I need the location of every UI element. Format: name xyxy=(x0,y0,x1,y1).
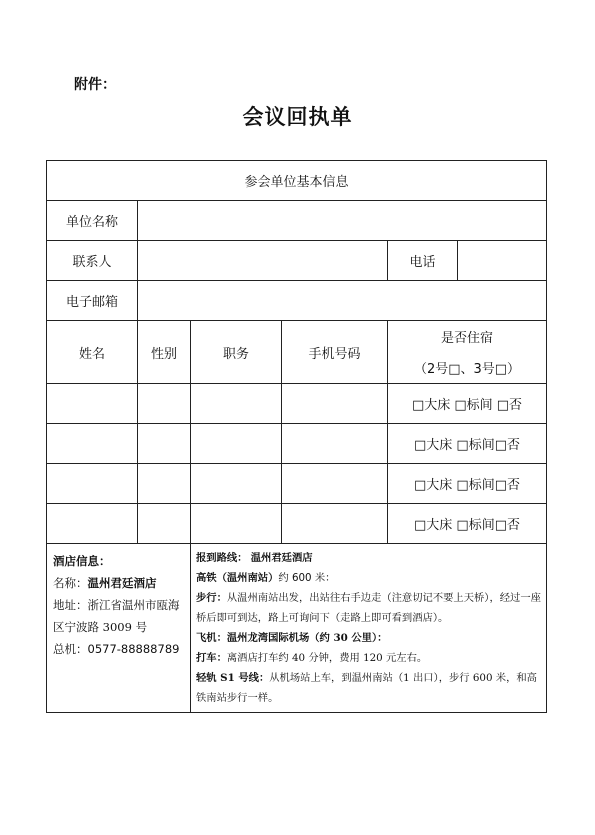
lodging-date-options[interactable]: （2号□、3号□） xyxy=(413,362,521,377)
attendee-position-cell[interactable] xyxy=(191,464,282,504)
page-title: 会议回执单 xyxy=(242,105,353,129)
attendee-name-cell[interactable] xyxy=(47,504,138,544)
metro-text: 从机场站上车，到温州南站（1 出口），步行 600 米，和高铁南站步行一样。 xyxy=(196,672,537,704)
email-row xyxy=(47,281,547,321)
hotel-phone-line xyxy=(53,638,186,660)
attendee-mobile-cell[interactable] xyxy=(282,384,388,424)
plane-label: 飞机： xyxy=(196,632,227,644)
hotel-info-cell xyxy=(47,544,191,713)
hotel-phone-label: 总机： xyxy=(53,642,88,656)
receipt-form-table xyxy=(46,160,547,713)
attendee-gender-cell[interactable] xyxy=(138,424,191,464)
metro-label: 轻轨 S1 号线： xyxy=(196,672,270,684)
column-header-mobile: 手机号码 xyxy=(282,321,388,384)
contact-label: 联系人 xyxy=(47,241,138,281)
hotel-address-label: 地址： xyxy=(53,598,88,612)
hotel-phone: 0577-88888789 xyxy=(87,642,180,656)
section-title-row xyxy=(47,161,547,201)
route-destination: 温州君廷酒店 xyxy=(250,552,313,564)
hotel-name-label: 名称： xyxy=(53,576,88,590)
walk-text: 从温州南站出发，出站往右手边走（注意切记不要上天桥），经过一座桥后即可到达，路上可询问下（走路上即可看到酒店）。 xyxy=(196,592,541,624)
taxi-text: 离酒店打车约 40 分钟，费用 120 元左右。 xyxy=(226,652,428,664)
attendee-position-cell[interactable] xyxy=(191,504,282,544)
hotel-address: 浙江省温州市瓯海区宁波路 3009 号 xyxy=(53,598,180,634)
column-header-name: 姓名 xyxy=(47,321,138,384)
route-heading: 报到路线： xyxy=(196,552,248,564)
route-info-cell xyxy=(191,544,547,713)
walk-line xyxy=(196,588,541,628)
attendee-gender-cell[interactable] xyxy=(138,384,191,424)
attendee-position-cell[interactable] xyxy=(191,424,282,464)
rail-line xyxy=(196,568,541,588)
attendee-mobile-cell[interactable] xyxy=(282,424,388,464)
table-row xyxy=(47,384,547,424)
unit-name-field[interactable] xyxy=(138,201,547,241)
unit-name-label: 单位名称 xyxy=(47,201,138,241)
room-type-options[interactable]: □大床 □标间□否 xyxy=(388,464,547,504)
contact-field[interactable] xyxy=(138,241,388,281)
attendee-name-cell[interactable] xyxy=(47,424,138,464)
column-header-position: 职务 xyxy=(191,321,282,384)
rail-distance: 约 600 米： xyxy=(278,572,336,584)
phone-field[interactable] xyxy=(458,241,547,281)
room-type-options[interactable]: □大床 □标间□否 xyxy=(388,504,547,544)
section-title: 参会单位基本信息 xyxy=(47,161,547,201)
attendee-name-cell[interactable] xyxy=(47,384,138,424)
room-type-options[interactable]: □大床 □标间□否 xyxy=(388,424,547,464)
lodging-label: 是否住宿 xyxy=(441,331,494,346)
contact-row xyxy=(47,241,547,281)
attendee-mobile-cell[interactable] xyxy=(282,464,388,504)
table-row xyxy=(47,504,547,544)
column-header-gender: 性别 xyxy=(138,321,191,384)
route-heading-line xyxy=(196,548,541,568)
taxi-line xyxy=(196,648,541,668)
attachment-label: 附件： xyxy=(74,77,116,93)
walk-label: 步行： xyxy=(196,592,227,604)
hotel-name: 温州君廷酒店 xyxy=(87,576,157,590)
table-row xyxy=(47,424,547,464)
email-label: 电子邮箱 xyxy=(47,281,138,321)
hotel-info-heading: 酒店信息： xyxy=(53,554,111,568)
table-row xyxy=(47,464,547,504)
attendee-gender-cell[interactable] xyxy=(138,464,191,504)
metro-line xyxy=(196,668,541,708)
taxi-label: 打车： xyxy=(196,652,227,664)
rail-label: 高铁（温州南站） xyxy=(196,572,279,584)
unit-name-row xyxy=(47,201,547,241)
attendee-name-cell[interactable] xyxy=(47,464,138,504)
plane-airport: 温州龙湾国际机场（约 30 公里）： xyxy=(226,632,388,644)
column-header-lodging xyxy=(388,321,547,384)
attendee-gender-cell[interactable] xyxy=(138,504,191,544)
phone-label: 电话 xyxy=(388,241,458,281)
attendee-position-cell[interactable] xyxy=(191,384,282,424)
room-type-options[interactable]: □大床 □标间 □否 xyxy=(388,384,547,424)
hotel-address-line xyxy=(53,594,186,638)
attendee-header-row xyxy=(47,321,547,384)
email-field[interactable] xyxy=(138,281,547,321)
plane-line xyxy=(196,628,541,648)
info-row xyxy=(47,544,547,713)
attendee-mobile-cell[interactable] xyxy=(282,504,388,544)
hotel-name-line xyxy=(53,572,186,594)
